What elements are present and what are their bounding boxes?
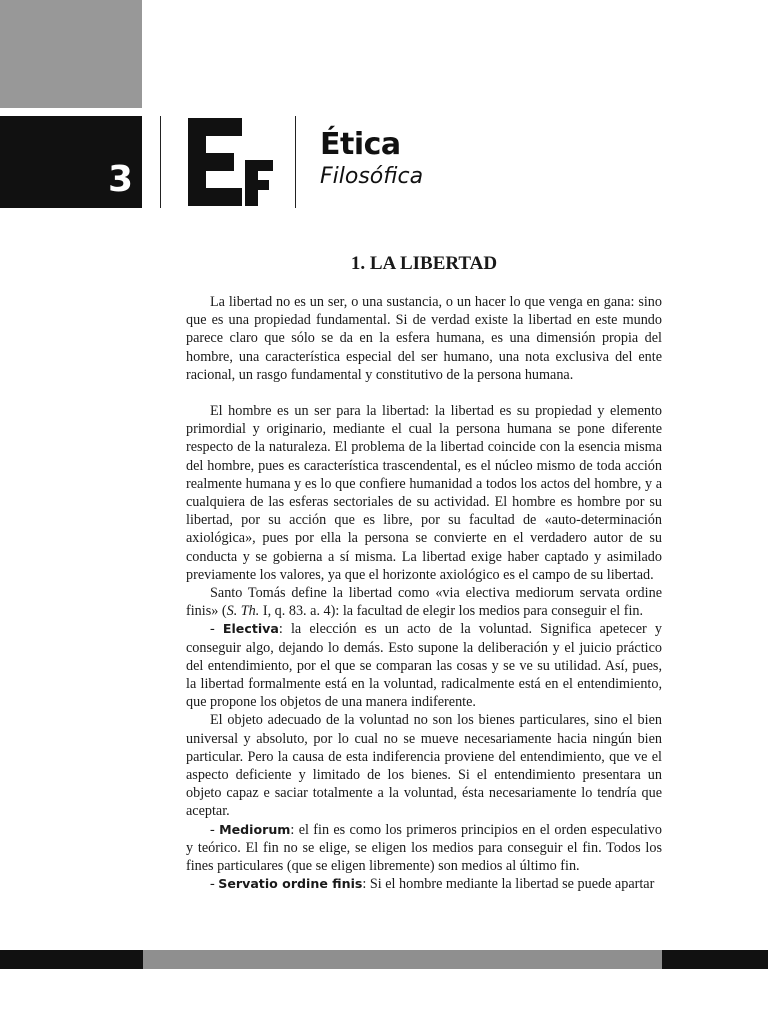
citation-ref: S. Th. [226, 603, 260, 620]
term-mediorum: Mediorum [219, 821, 291, 837]
paragraph-3-text-a: Santo Tomás define la libertad como «via electiva mediorum servata ordine finis» ( [186, 585, 662, 620]
paragraph-electiva [186, 620, 662, 711]
electiva-text: : la elección es un acto de la voluntad. Significa apetecer y conseguir algo, dejando lo demás. Esto supone la deliberación y el juicio práctico del entendimiento, por el que se comparan las cosas y se ve su utilidad. Así, pues, la libertad formalmente está en la voluntad, radicalmente está en el entendimiento, que propone los objetos de una manera indiferente. [186, 621, 662, 711]
dash-prefix: - [210, 876, 219, 893]
divider-line-right [295, 116, 296, 208]
paragraph-mediorum [186, 821, 662, 876]
paragraph-5: El objeto adecuado de la voluntad no son los bienes particulares, sino el bien universal y absoluto, por lo cual no se mueve necesariamente hacia ningún bien particular. Pero la causa de esta indiferencia proviene del entendimiento, que ve el aspecto deficiente y limitado de los bienes. Si el entendimiento presentara un objeto capaz e saciar totalmente a la voluntad, ésta necesariamente lo tendría que aceptar. [186, 712, 662, 820]
footer-gray-segment [143, 950, 662, 969]
servatio-text: : Si el hombre mediante la libertad se puede apartar [362, 876, 655, 893]
term-servatio: Servatio ordine finis [218, 876, 363, 892]
ef-logo [188, 118, 276, 206]
paragraph-servatio [186, 875, 662, 893]
body-text [186, 293, 662, 894]
paragraph-3-text-b: I, q. 83. a. 4): la facultad de elegir los medios para conseguir el fin. [259, 603, 644, 620]
paragraph-1: La libertad no es un ser, o una sustancia, o un hacer lo que venga en gana: sino que es una propiedad fundamental. Si de verdad existe la libertad en este mundo parece claro que sólo se da en la esfera humana, es una dimensión propia del hombre, una característica especial del ser humano, una nota exclusiva del ente racional, un rasgo fundamental y constitutivo de la persona humana. [186, 294, 662, 383]
chapter-number: 3 [108, 159, 134, 200]
mediorum-text: : el fin es como los primeros principios en el orden especulativo y teórico. El fin no se elige, se eligen los medios para conseguir el fin. Todos los fines particulares (que se eligen libremente) son medios al último fin. [186, 821, 662, 875]
book-subtitle: Filosófica [320, 164, 424, 189]
dash-prefix: - [210, 621, 223, 638]
paragraph-2: El hombre es un ser para la libertad: la libertad es su propiedad y elemento primordial y originario, mediante el cual la persona humana se pone diferente respecto de la naturaleza. El problema de la libertad coincide con la esencia misma del hombre, pues es característica trascendental, es el núcleo mismo de toda acción realmente humana y es lo que confiere humanidad a todos los actos del hombre, y a cualquiera de las esferas sectoriales de su actividad. El hombre es hombre por su libertad, por su acción que es libre, por su facultad de «auto-determinación axiológica», pues por ella la persona se convierte en el verdadero autor de su conducta y se gobierna a sí misma. La libertad exige haber captado y asimilado previamente los valores, ya que el horizonte axiológico es el campo de su libertad. [186, 403, 662, 583]
paragraph-3 [186, 584, 662, 620]
divider-line-left [160, 116, 161, 208]
dash-prefix: - [210, 821, 220, 838]
section-heading: 1. LA LIBERTAD [350, 253, 498, 274]
book-title: Ética [320, 127, 401, 162]
term-electiva: Electiva [222, 621, 279, 637]
header-gray-block [0, 0, 142, 108]
